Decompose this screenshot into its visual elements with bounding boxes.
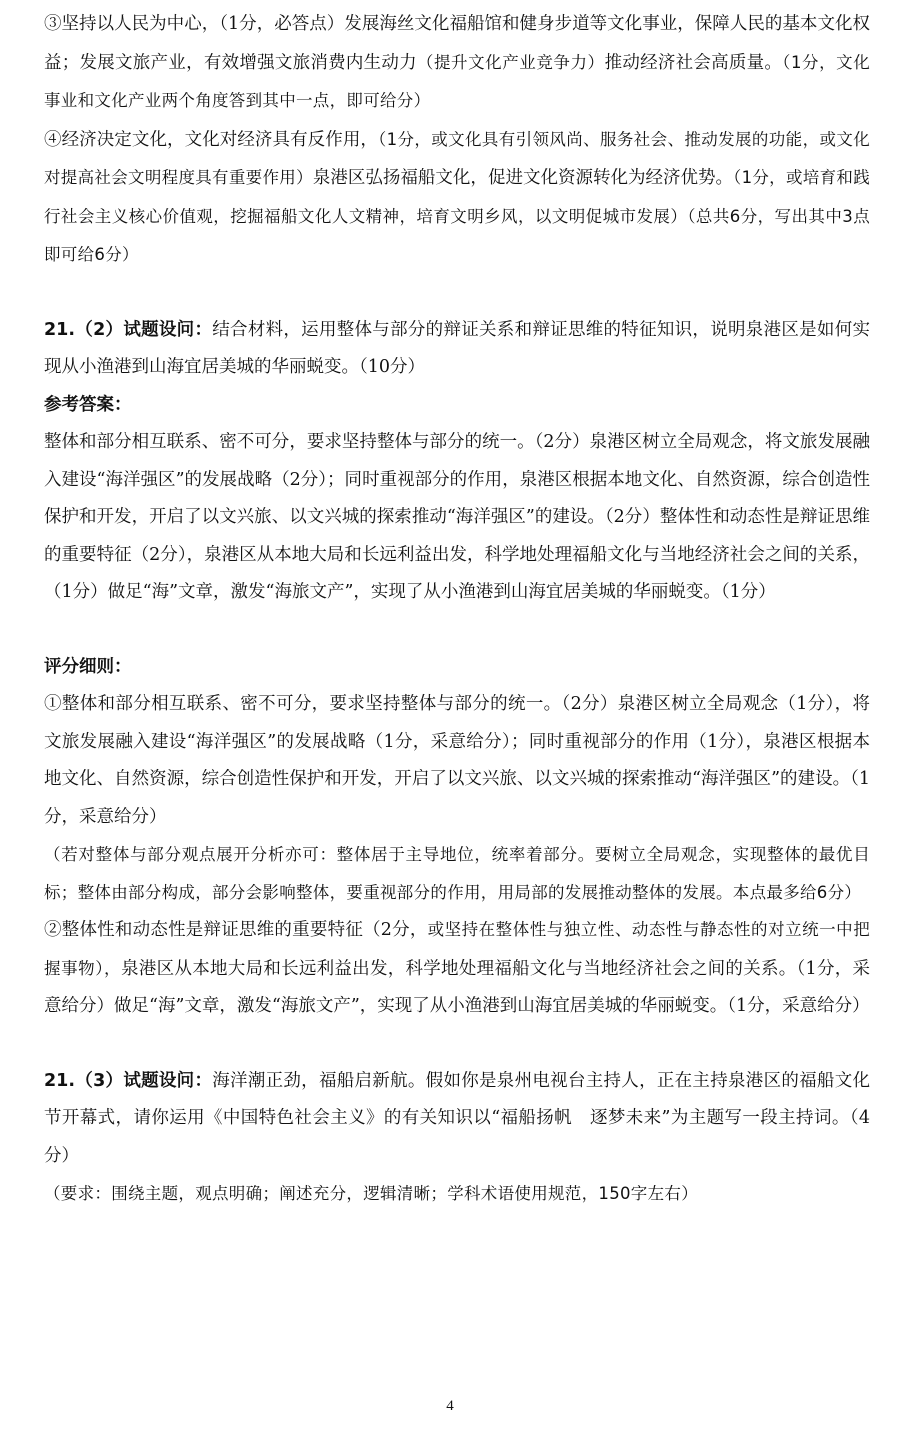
spacer <box>44 1026 870 1063</box>
answer-point-3 <box>44 6 870 121</box>
answer-point-4-note: （1分，或培育和践行社会主义核心价值观，挖掘福船文化人文精神，培育文明乡风，以文明促城市发展）（总共6分，写出其中3点即可给6分） <box>44 168 871 264</box>
reference-answer-label: 参考答案： <box>44 394 132 415</box>
reference-answer-text: 整体和部分相互联系、密不可分，要求坚持整体与部分的统一。（2分）泉港区树立全局观念，将文旅发展融入建设“海洋强区”的发展战略（2分）；同时重视部分的作用，泉港区根据本地文化、自然资源，综合创造性保护和开发，开启了以文兴旅、以文兴城的探索推动“海洋强区”的建设。（2分）整体性和动态性是辩证思维的重要特征（2分），泉港区从本地大局和长远利益出发，科学地处理福船文化与当地经济社会之间的关系，（1分）做足“海”文章，激发“海旅文产”，实现了从小渔港到山海宜居美城的华丽蜕变。（1分） <box>44 432 870 602</box>
rubric-point-2-alt: 或坚持在整体性与独立性、动态性与静态性的对立统一中把握事物）， <box>44 920 870 978</box>
answer-point-4-alt: （1分，或文化具有引领风尚、服务社会、推动发展的功能，或文化对提高社会文明程度具有重要作用） <box>44 129 870 187</box>
rubric-point-2 <box>44 911 870 1026</box>
answer-point-3-main: ③坚持以人民为中心，（1分，必答点）发展海丝文化福船馆和健身步道等文化事业，保障人民的基本文化权益；发展文旅产业，有效增强文旅消费内生动力 <box>44 14 870 73</box>
answer-point-4-main: ④经济决定文化，文化对经济具有反作用， <box>44 129 378 150</box>
document-page <box>44 6 870 1213</box>
question-21-3-label: 21.（3）试题设问： <box>44 1070 213 1091</box>
answer-point-3-tail: 推动经济社会高质量。 <box>604 52 783 73</box>
answer-point-4 <box>44 121 870 275</box>
page-number: 4 <box>446 1398 454 1414</box>
question-21-2-label: 21.（2）试题设问： <box>44 319 213 340</box>
question-21-3-requirement: （要求：围绕主题，观点明确；阐述充分，逻辑清晰；学科术语使用规范，150字左右） <box>44 1184 698 1203</box>
spacer <box>44 612 870 649</box>
question-21-2 <box>44 312 870 387</box>
rubric-point-2-tail: 泉港区从本地大局和长远利益出发，科学地处理福船文化与当地经济社会之间的关系。（1分，采意给分）做足“海”文章，激发“海旅文产”，实现了从小渔港到山海宜居美城的华丽蜕变。（1分，采意给分） <box>44 958 870 1016</box>
question-21-3-text: 海洋潮正劲，福船启新航。假如你是泉州电视台主持人，正在主持泉港区的福船文化节开幕式，请你运用《中国特色社会主义》的有关知识以“福船扬帆 逐梦未来”为主题写一段主持词。（4分） <box>44 1070 870 1166</box>
rubric-label: 评分细则： <box>44 656 132 677</box>
rubric-point-2-main: ②整体性和动态性是辩证思维的重要特征（2分， <box>44 920 428 940</box>
rubric-point-1: ①整体和部分相互联系、密不可分，要求坚持整体与部分的统一。（2分）泉港区树立全局观念（1分），将文旅发展融入建设“海洋强区”的发展战略（1分，采意给分）；同时重视部分的作用（1分），泉港区根据本地文化、自然资源，综合创造性保护和开发，开启了以文兴旅、以文兴城的探索推动“海洋强区”的建设。（1分，采意给分） <box>44 694 870 827</box>
answer-point-3-note: （1分，文化事业和文化产业两个角度答到其中一点，即可给分） <box>44 52 870 110</box>
spacer <box>44 275 870 312</box>
answer-point-4-tail: 泉港区弘扬福船文化，促进文化资源转化为经济优势。 <box>312 168 734 188</box>
answer-point-3-alt: （提升文化产业竞争力） <box>416 52 605 72</box>
question-21-2-text: 结合材料，运用整体与部分的辩证关系和辩证思维的特征知识，说明泉港区是如何实现从小渔港到山海宜居美城的华丽蜕变。（10分） <box>44 319 870 377</box>
question-21-3 <box>44 1063 870 1176</box>
rubric-point-1-note: （若对整体与部分观点展开分析亦可：整体居于主导地位，统率着部分。要树立全局观念，实现整体的最优目标；整体由部分构成，部分会影响整体，要重视部分的作用，用局部的发展推动整体的发展。本点最多给6分） <box>44 845 870 902</box>
